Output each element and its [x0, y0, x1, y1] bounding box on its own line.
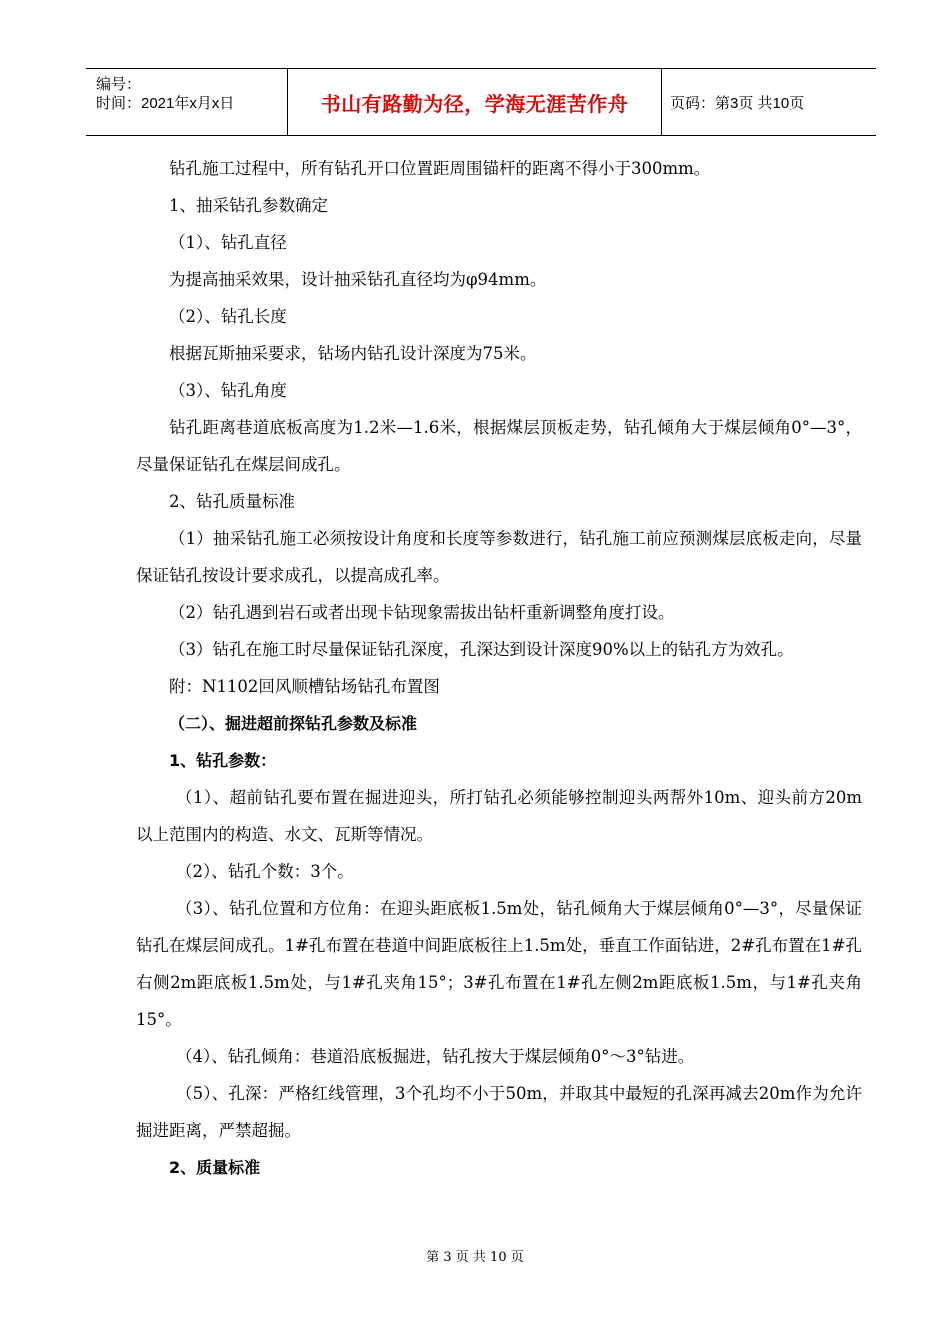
section-heading: 1、抽采钻孔参数确定 — [169, 196, 328, 215]
paragraph: （3）、钻孔位置和方位角：在迎头距底板1.5m处，钻孔倾角大于煤层倾角0°—3°，尽量保证钻孔在煤层间成孔。1#孔布置在巷道中间距底板往上1.5m处，垂直工作面钻进，2#孔布置在1#孔右侧2m距底板1.5m处，与1#孔夹角15°；3#孔布置在1#孔左侧2m距底板1.5m，与1#孔夹角15°。 — [136, 899, 862, 1029]
document-time-label: 时间：2021年x月x日 — [96, 95, 235, 112]
header-motto: 书山有路勤为径，学海无涯苦作舟 — [288, 69, 662, 135]
section-heading: 1、钻孔参数： — [169, 751, 277, 770]
section-heading: 2、质量标准 — [169, 1158, 261, 1177]
paragraph: （5）、孔深：严格红线管理，3个孔均不小于50m，并取其中最短的孔深再减去20m作为允许掘进距离，严禁超掘。 — [136, 1084, 862, 1140]
paragraph: 钻孔距离巷道底板高度为1.2米—1.6米，根据煤层顶板走势，钻孔倾角大于煤层倾角0°—3°，尽量保证钻孔在煤层间成孔。 — [136, 418, 862, 474]
paragraph: 为提高抽采效果，设计抽采钻孔直径均为φ94mm。 — [169, 270, 547, 289]
page-header — [86, 68, 876, 136]
subsection-heading: （1）、钻孔直径 — [169, 233, 287, 252]
chapter-heading: （二）、掘进超前探钻孔参数及标准 — [169, 714, 418, 733]
paragraph: （2）、钻孔个数：3个。 — [176, 862, 354, 881]
document-number-label: 编号： — [96, 76, 142, 93]
header-meta — [86, 69, 288, 135]
section-heading: 2、钻孔质量标准 — [169, 492, 295, 511]
subsection-heading: （2）、钻孔长度 — [169, 307, 287, 326]
header-page-info: 页码：第3页 共10页 — [670, 94, 805, 112]
paragraph: 钻孔施工过程中，所有钻孔开口位置距周围锚杆的距离不得小于300mm。 — [169, 159, 711, 178]
paragraph: （1）抽采钻孔施工必须按设计角度和长度等参数进行，钻孔施工前应预测煤层底板走向，尽量保证钻孔按设计要求成孔，以提高成孔率。 — [136, 529, 862, 585]
paragraph: 根据瓦斯抽采要求，钻场内钻孔设计深度为75米。 — [169, 344, 537, 363]
subsection-heading: （3）、钻孔角度 — [169, 381, 287, 400]
paragraph: （4）、钻孔倾角：巷道沿底板掘进，钻孔按大于煤层倾角0°～3°钻进。 — [176, 1047, 695, 1066]
paragraph: （3）钻孔在施工时尽量保证钻孔深度，孔深达到设计深度90%以上的钻孔方为效孔。 — [169, 640, 794, 659]
paragraph: （1）、超前钻孔要布置在掘进迎头，所打钻孔必须能够控制迎头两帮外10m、迎头前方20m以上范围内的构造、水文、瓦斯等情况。 — [136, 788, 862, 844]
page-footer: 第 3 页 共 10 页 — [426, 1250, 524, 1265]
attachment-note: 附：N1102回风顺槽钻场钻孔布置图 — [169, 677, 440, 696]
paragraph: （2）钻孔遇到岩石或者出现卡钻现象需拔出钻杆重新调整角度打设。 — [169, 603, 675, 622]
document-body — [136, 150, 862, 1186]
